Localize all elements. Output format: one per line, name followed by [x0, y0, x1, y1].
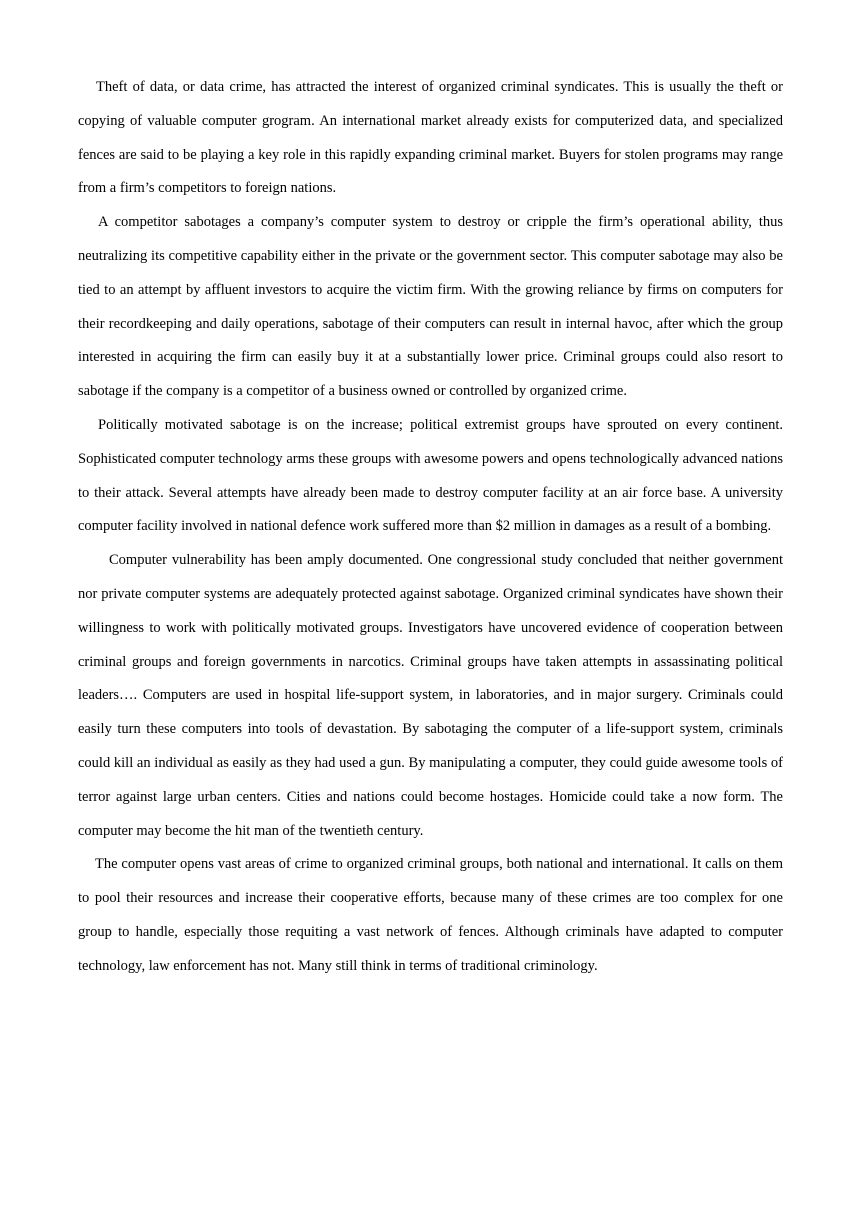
paragraph-computer-vulnerability: Computer vulnerability has been amply documented. One congressional study concluded that neither government nor private computer systems are adequately protected against sabotage. Organized criminal syndicates have shown their willingness to work with politically motivated groups. Investigators have uncovered evidence of cooperation between criminal groups and foreign governments in narcotics. Criminal groups have taken attempts in assassinating political leaders…. Computers are used in hospital life-support system, in laboratories, and in major surgery. Criminals could easily turn these computers into tools of devastation. By sabotaging the computer of a life-support system, criminals could kill an individual as easily as they had used a gun. By manipulating a computer, they could guide awesome tools of terror against large urban centers. Cities and nations could become hostages. Homicide could take a now form. The computer may become the hit man of the twentieth century. — [78, 552, 783, 839]
document-body — [78, 71, 783, 984]
paragraph-conclusion: The computer opens vast areas of crime to organized criminal groups, both national and international. It calls on them to pool their resources and increase their cooperative efforts, because many of these crimes are too complex for one group to handle, especially those requiting a vast network of fences. Although criminals have adapted to computer technology, law enforcement has not. Many still think in terms of traditional criminology. — [78, 856, 783, 974]
paragraph-political-sabotage: Politically motivated sabotage is on the increase; political extremist groups have sprouted on every continent. Sophisticated computer technology arms these groups with awesome powers and opens technologically advanced nations to their attack. Several attempts have already been made to destroy computer facility at an air force base. A university computer facility involved in national defence work suffered more than $2 million in damages as a result of a bombing. — [78, 416, 783, 535]
paragraph-data-crime: Theft of data, or data crime, has attracted the interest of organized criminal syndicates. This is usually the theft or copying of valuable computer grogram. An international market already exists for computerized data, and specialized fences are said to be playing a key role in this rapidly expanding criminal market. Buyers for stolen programs may range from a firm’s competitors to foreign nations. — [78, 79, 783, 197]
paragraph-competitor-sabotage: A competitor sabotages a company’s computer system to destroy or cripple the firm’s operational ability, thus neutralizing its competitive capability either in the private or the government sector. This computer sabotage may also be tied to an attempt by affluent investors to acquire the victim firm. With the growing reliance by firms on computers for their recordkeeping and daily operations, sabotage of their computers can result in internal havoc, after which the group interested in acquiring the firm can easily buy it at a substantially lower price. Criminal groups could also resort to sabotage if the company is a competitor of a business owned or controlled by organized crime. — [78, 214, 783, 400]
